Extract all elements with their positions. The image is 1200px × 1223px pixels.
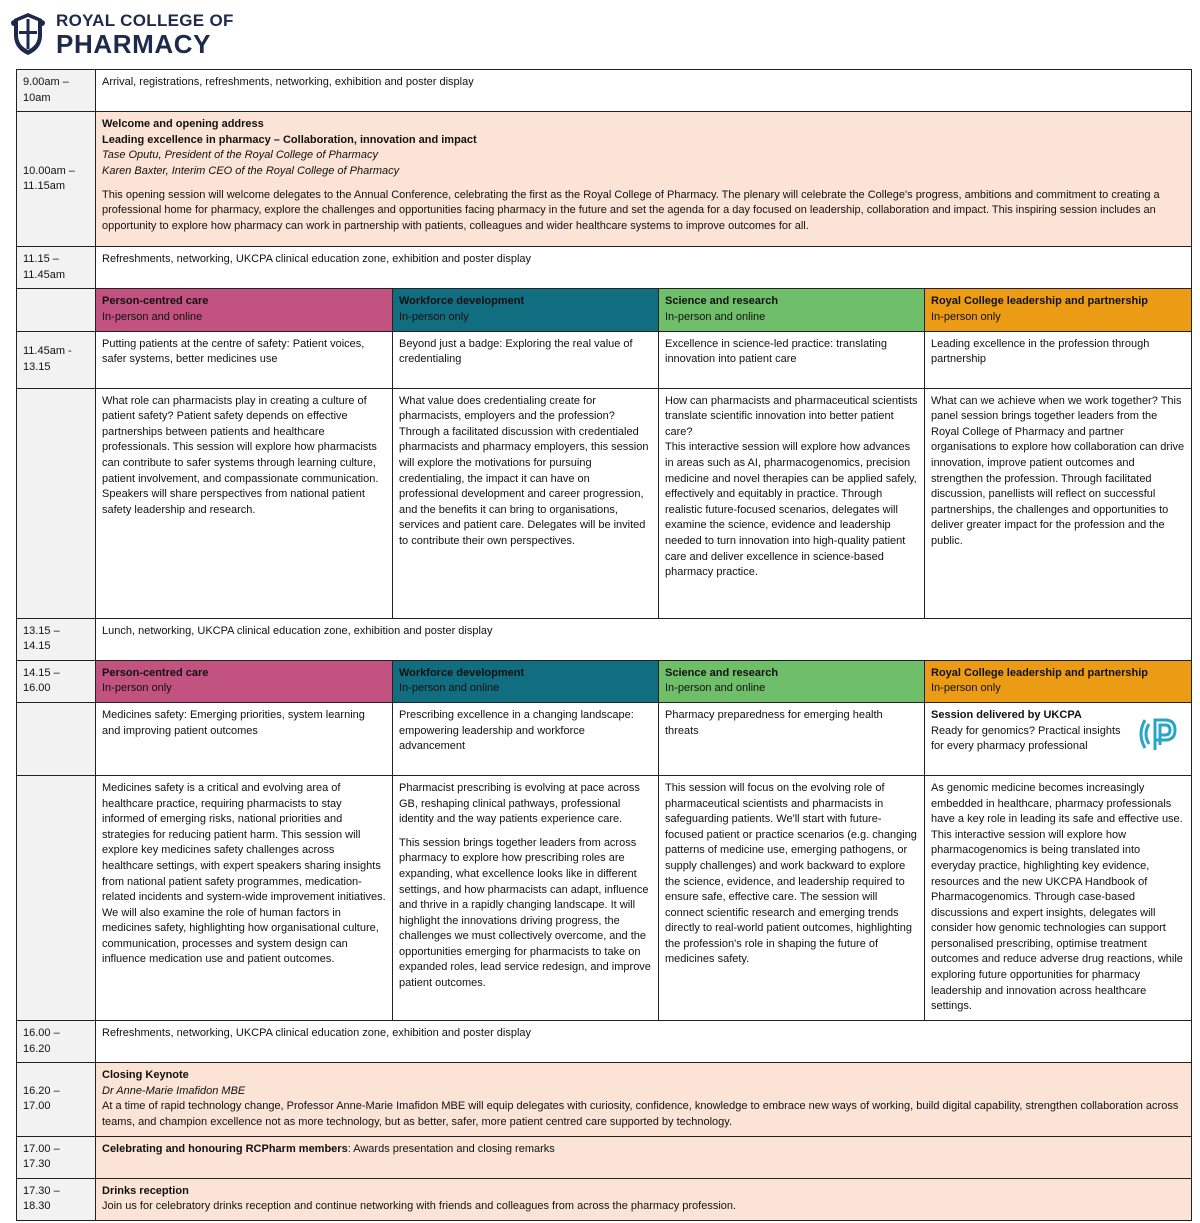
arrival-text: Arrival, registrations, refreshments, networking, exhibition and poster display — [96, 70, 1192, 112]
time-cell — [17, 70, 96, 112]
speaker: Tase Oputu, President of the Royal College of Pharmacy — [102, 149, 378, 162]
session-title: Pharmacy preparedness for emerging health threats — [659, 702, 925, 775]
track-mode: In-person only — [399, 310, 469, 323]
time-cell — [17, 775, 96, 1020]
track-header — [393, 289, 659, 331]
track-name: Workforce development — [399, 295, 525, 308]
time-cell — [17, 289, 96, 331]
session-text: Join us for celebratory drinks reception and continue networking with friends and colleagues from across the pharmacy profession. — [102, 1200, 737, 1213]
session-title: Medicines safety: Emerging priorities, system learning and improving patient outcomes — [96, 702, 393, 775]
session-description: What value does credentialing create for pharmacists, employers and the profession? Through a facilitated discussion with credentialed pharmacists and pharmacy employers, this session will explore the motivations for pursuing credentialing, the impact it can have on professional development and career progression, and the benefits it can bring to organisations, services and patient care. Delegates will be invited to contribute their own perspectives. — [393, 388, 659, 618]
track-name: Science and research — [665, 666, 779, 679]
drinks-cell — [96, 1178, 1192, 1220]
session-description: What can we achieve when we work together? This panel session brings together leaders from the Royal College of Pharmacy and partner organisations to explore how collaboration can drive innovation, improve patient outcomes and strengthen the profession. Through facilitated discussion, panellists will reflect on successful partnerships, the challenges and opportunities to deliver greater impact for the profession and the public. — [925, 388, 1192, 618]
time-label: 16.20 – 17.00 — [23, 1084, 60, 1113]
session-title: Beyond just a badge: Exploring the real value of credentialing — [393, 331, 659, 388]
time-cell — [17, 247, 96, 289]
refreshments-text: Refreshments, networking, UKCPA clinical education zone, exhibition and poster display — [96, 1020, 1192, 1062]
track-header — [96, 289, 393, 331]
time-cell — [17, 112, 96, 247]
row-welcome — [17, 112, 1192, 247]
ukcpa-label: Session delivered by UKCPA — [931, 708, 1082, 721]
row-drinks — [17, 1178, 1192, 1220]
row-session-descs-1 — [17, 388, 1192, 618]
speaker: Dr Anne-Marie Imafidon MBE — [102, 1084, 246, 1097]
session-title: Prescribing excellence in a changing landscape: empowering leadership and workforce advancement — [393, 702, 659, 775]
session-title: Closing Keynote — [102, 1069, 189, 1082]
time-cell — [17, 1063, 96, 1136]
session-description: How can pharmacists and pharmaceutical scientists translate scientific innovation into better patient care? This interactive session will explore how advances in areas such as AI, pharmacogenomics, precision medicine and novel therapies can be applied safely, effectively and equitably in practice. Through realistic future-focused scenarios, delegates will examine the science, evidence and leadership needed to turn innovation into high-quality patient care and deliver excellence in science-based pharmacy practice. — [659, 388, 925, 618]
session-text: : Awards presentation and closing remarks — [347, 1142, 555, 1155]
track-name: Royal College leadership and partnership — [931, 295, 1148, 308]
break-text: Refreshments, networking, UKCPA clinical education zone, exhibition and poster display — [96, 247, 1192, 289]
page-header — [8, 6, 234, 62]
programme-table — [16, 69, 1192, 1221]
session-description-cell — [393, 775, 659, 1020]
time-cell — [17, 388, 96, 618]
track-name: Workforce development — [399, 666, 525, 679]
time-cell — [17, 1136, 96, 1178]
session-description: This session brings together leaders from across pharmacy to explore how prescribing roles are expanding, what excellence looks like in different settings, and how pharmacists can adapt, influence and thrive in a rapidly changing landscape. It will highlight the innovations driving progress, the challenges we must collectively overcome, and the opportunities emerging for pharmacists to take on expanded roles, lead service redesign, and improve patient outcomes. — [399, 836, 651, 990]
brand-wordmark — [56, 12, 234, 57]
session-title: Drinks reception — [102, 1184, 189, 1197]
crest-logo-icon — [8, 11, 48, 57]
awards-cell — [96, 1136, 1192, 1178]
session-title: Putting patients at the centre of safety: Patient voices, safer systems, better medicines use — [96, 331, 393, 388]
session-title: Ready for genomics? Practical insights for every pharmacy professional — [931, 724, 1121, 753]
brand-line-2: PHARMACY — [56, 28, 212, 59]
session-description: As genomic medicine becomes increasingly embedded in healthcare, pharmacy professionals have a key role in leading its safe and effective use. This interactive session will explore how pharmacogenomics is being translated into everyday practice, highlighting key evidence, resources and the new UKCPA Handbook of Pharmacogenomics. Through case-based discussions and expert insights, delegates will consider how genomic technologies can support personalised prescribing, optimise treatment outcomes and reduce adverse drug reactions, while exploring future opportunities for pharmacy leadership and innovation across healthcare settings. — [925, 775, 1192, 1020]
track-name: Science and research — [665, 295, 779, 308]
row-awards — [17, 1136, 1192, 1178]
time-cell — [17, 1178, 96, 1220]
row-lunch — [17, 618, 1192, 660]
track-name: Person-centred care — [102, 666, 209, 679]
session-description: Medicines safety is a critical and evolving area of healthcare practice, requiring pharmacists to stay informed of emerging risks, national priorities and strategies for reducing patient harm. This session will explore key medicines safety challenges across healthcare settings, with expert speakers sharing insights from national patient safety programmes, medication-related incidents and system-wide improvement initiatives. We will also examine the role of human factors in medicines safety, highlighting how organisational culture, communication, processes and system design can influence medication use and patient outcomes. — [96, 775, 393, 1020]
row-refreshments — [17, 1020, 1192, 1062]
row-break — [17, 247, 1192, 289]
track-mode: In-person and online — [665, 310, 766, 323]
session-description: What role can pharmacists play in creating a culture of patient safety? Patient safety depends on effective partnerships between patients and healthcare professionals. This session will explore how pharmacists can contribute to safer systems through learning culture, patient involvement, and compassionate communication. Speakers will share perspectives from national patient safety leadership and research. — [96, 388, 393, 618]
track-mode: In-person only — [102, 682, 172, 695]
track-header — [393, 660, 659, 702]
time-label: 17.30 – 18.30 — [23, 1184, 60, 1213]
track-mode: In-person only — [931, 310, 1001, 323]
row-session-titles-2 — [17, 702, 1192, 775]
welcome-cell — [96, 112, 1192, 247]
time-label: 11.45am - 13.15 — [23, 344, 72, 373]
session-description: Pharmacist prescribing is evolving at pace across GB, reshaping clinical pathways, professional identity and the way patients experience care. — [399, 781, 640, 826]
track-mode: In-person and online — [665, 682, 766, 695]
session-description: This session will focus on the evolving role of pharmaceutical scientists and pharmacists in safeguarding patients. We'll start with future-focused patient or practice scenarios (e.g. changing patterns of medicine use, emerging pathogens, or supply challenges) and work backward to explore the science, evidence, and leadership required to ensure safe, effective care. The session will connect scientific research and emerging trends directly to real-world patient outcomes, highlighting the profession's role in shaping the future of medicines safety. — [659, 775, 925, 1020]
speaker: Karen Baxter, Interim CEO of the Royal College of Pharmacy — [102, 164, 400, 177]
row-track-headers-1 — [17, 289, 1192, 331]
time-cell — [17, 331, 96, 388]
keynote-cell — [96, 1063, 1192, 1136]
track-header — [96, 660, 393, 702]
session-title: Celebrating and honouring RCPharm members — [102, 1142, 348, 1155]
row-arrival — [17, 70, 1192, 112]
time-label: 13.15 – 14.15 — [23, 624, 60, 653]
time-label: 17.00 – 17.30 — [23, 1142, 60, 1171]
time-cell — [17, 702, 96, 775]
time-label: 16.00 – 16.20 — [23, 1026, 60, 1055]
time-label: 10.00am – 11.15am — [23, 164, 75, 193]
row-closing-keynote — [17, 1063, 1192, 1136]
session-description: This opening session will welcome delegates to the Annual Conference, celebrating the first as the Royal College of Pharmacy. The plenary will celebrate the College's progress, ambitions and commitment to creating a professional home for pharmacy, explore the challenges and opportunities facing pharmacy in the future and set the agenda for a day focused on leadership, collaboration and impact. This inspiring session includes an opportunity to explore how pharmacy can work in partnership with patients, colleagues and wider healthcare systems to improve outcomes for all. — [102, 188, 1160, 232]
session-title: Leading excellence in the profession through partnership — [925, 331, 1192, 388]
time-label: 9.00am – 10am — [23, 76, 69, 104]
track-name: Royal College leadership and partnership — [931, 666, 1148, 679]
session-title: Excellence in science-led practice: translating innovation into patient care — [659, 331, 925, 388]
track-mode: In-person and online — [399, 682, 500, 695]
track-mode: In-person only — [931, 682, 1001, 695]
row-session-titles-1 — [17, 331, 1192, 388]
time-cell — [17, 660, 96, 702]
time-cell — [17, 1020, 96, 1062]
session-title-ukcpa — [925, 702, 1192, 775]
track-header — [659, 660, 925, 702]
ukcpa-logo-icon — [1135, 712, 1181, 756]
row-session-descs-2 — [17, 775, 1192, 1020]
track-header — [925, 289, 1192, 331]
lunch-text: Lunch, networking, UKCPA clinical education zone, exhibition and poster display — [96, 618, 1192, 660]
time-label: 14.15 – 16.00 — [23, 666, 60, 695]
session-subtitle: Leading excellence in pharmacy – Collaboration, innovation and impact — [102, 133, 477, 146]
track-mode: In-person and online — [102, 310, 203, 323]
session-description: At a time of rapid technology change, Professor Anne-Marie Imafidon MBE will equip delegates with curiosity, confidence, knowledge to embrace new ways of working, build digital capability, strengthen collaboration across teams, and champion excellence not as more technology, but as better, safer, more patient centred care supported by technology. — [102, 1100, 1179, 1128]
row-track-headers-2 — [17, 660, 1192, 702]
track-header — [925, 660, 1192, 702]
track-name: Person-centred care — [102, 295, 209, 308]
brand-line-1: ROYAL COLLEGE OF — [56, 10, 234, 30]
session-title: Welcome and opening address — [102, 118, 264, 131]
time-label: 11.15 – 11.45am — [23, 253, 65, 281]
track-header — [659, 289, 925, 331]
time-cell — [17, 618, 96, 660]
